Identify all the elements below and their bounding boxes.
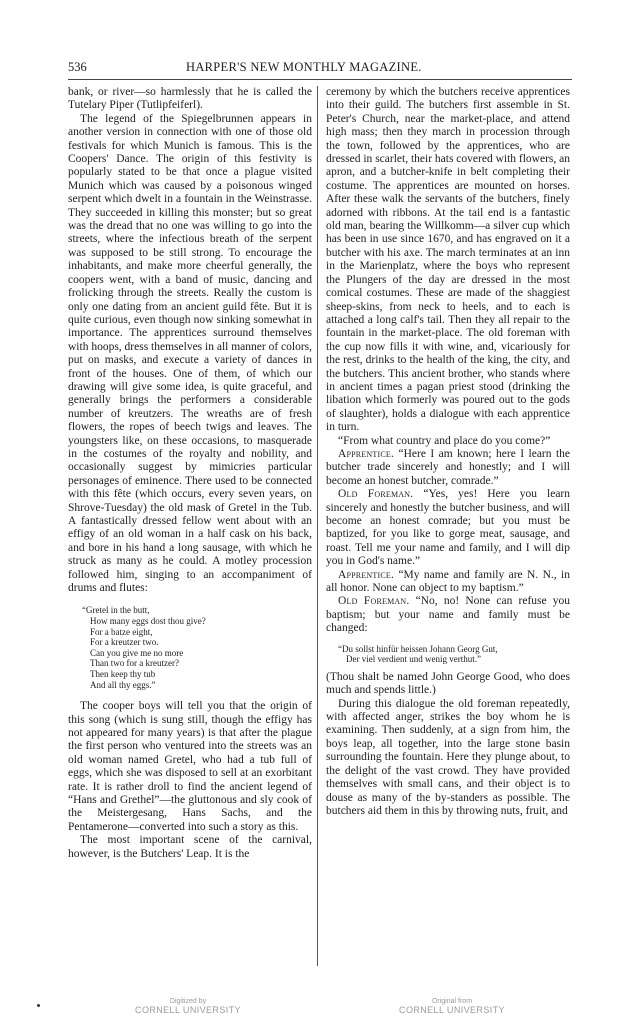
dialogue-text: “No, no! None can refuse you baptism; but your name and family must be changed: (326, 595, 571, 635)
verse-line: Then keep thy tub (90, 669, 156, 679)
verse-line: How many eggs dost thou give? (90, 616, 206, 627)
footer-small-text: Digitized by (169, 998, 207, 1005)
paragraph: ceremony by which the butchers receive apprentices into their guild. The butchers first assemble in St. Peter's Church, near the market-place, and attend high mass; then they march in procession through the town, followed by the apprentices, who are dressed in scarlet, their hats covered with flowers, an apron, and a butcher-knife in belt completing their costume. The apprentices are mounted on horses. After these walk the servants of the butchers, finely adorned with ribbons. At the tail end is a fantastic old man, bearing the Willkomm—a silver cup which has been in use since 1670, and has engraved on it a butcher with his axe. The march terminates at an inn in the Marienplatz, where the boys who represent the Plungers of the day are dressed in the most comical costumes. These are made of the shaggiest sheep-skins, from neck to heels, and to each is attached a long calf's tail. Then they all repair to the fountain in the market-place. The old foreman with the cup now fills it with wine, and, vicariously for the rest, drinks to the health of the king, the city, and the butchers. This ancient brother, who stands where in ancient times a pagan priest stood (drinking the libation which formerly was poured out to the gods of slaughter), holds a dialogue with each apprentice in turn. (326, 86, 570, 434)
dialogue-line (326, 448, 570, 488)
right-column (326, 86, 570, 818)
dialogue-text: “My name and family are N. N., in all honor. None can object to my baptism.” (326, 568, 570, 595)
paragraph: bank, or river—so harmlessly that he is called the Tutelary Piper (Tutlipfeiferl). (68, 86, 312, 112)
speaker-label: Apprentice. (338, 447, 395, 460)
paragraph: The legend of the Spiegelbrunnen appears in another version in connection with one of those old festivals for which Munich is famous. This is the Coopers' Dance. The origin of this festivity is popularly stated to be that once a plague visited Munich which was caused by a poisonous winged serpent which dwelt in a fountain in the Weinstrasse. They succeeded in killing this monster; but so great was the dread that no one was willing to go into the streets, where the infectious breath of the serpent was supposed to be still strong. To encourage the inhabitants, and make more cheerful generally, the coopers went, with a band of music, dancing and frolicking through the streets. Really the custom is only one dating from an ancient guild fête. But it is quite curious, even though now sinking somewhat in importance. The apprentices surround themselves with hoops, dress themselves in all manner of colors, put on masks, and execute a variety of dances in front of the houses. One of them, of which our drawing will give some idea, is quite graceful, and generally brings the performers a considerable number of kreutzers. The wreaths are of fresh flowers, the ropes of beech twigs and leaves. The youngsters like, on these occasions, to masquerade in the costumes of the royalty and nobility, and occasionally suggest by mimicries particular personages of eminence. There used to be connected with this fête (which occurs, every seven years, on Shrove-Tuesday) the old mask of Gretel in the Tub. A fantastically dressed fellow went about with an effigy of an old woman in a half cask on his back, and bore in his hand a long sausage, with which he struck as many as he could. A motley procession followed him, singing to an accompaniment of drums and flutes: (68, 112, 313, 595)
speaker-label: Old Foreman. (338, 595, 410, 608)
header-rule (68, 79, 572, 80)
column-divider (317, 86, 318, 966)
verse-block (82, 605, 312, 690)
quote-line: Der viel verdient und wenig verthut.” (346, 654, 481, 665)
verse-line: Can you give me no more (90, 647, 184, 658)
paragraph: (Thou shalt be named John George Good, who does much and spends little.) (326, 670, 570, 697)
left-column (68, 86, 312, 861)
dialogue-text: “Yes, yes! Here you learn sincerely and honestly the butcher business, and will become an honest comrade; but you must be baptized, for you like to gorge meat, sausage, and roast. Tell me your name and family, and I will dip you in God's name.” (326, 488, 571, 568)
verse-line: Than two for a kreutzer? (90, 658, 179, 669)
footer-digitized (128, 998, 248, 1015)
verse-line: For a kreutzer two. (90, 637, 159, 648)
scan-speck (37, 1004, 40, 1007)
footer-main-text: CORNELL UNIVERSITY (399, 1005, 505, 1015)
dialogue-line (326, 595, 570, 635)
verse-line: For a batze eight, (90, 626, 153, 637)
dialogue-line (326, 569, 570, 596)
paragraph: The most important scene of the carnival, however, is the Butchers' Leap. It is the (68, 834, 312, 860)
footer-small-text: Original from (431, 998, 473, 1005)
speaker-label: Apprentice. (338, 568, 395, 581)
paragraph: “From what country and place do you come?” (338, 434, 551, 447)
running-head: HARPER'S NEW MONTHLY MAGAZINE. (186, 60, 422, 74)
dialogue-line (326, 488, 570, 568)
quote-line: “Du sollst hinfür heissen Johann Georg Gut, (338, 643, 498, 654)
paragraph: During this dialogue the old foreman repeatedly, with affected anger, strikes the boy whom he is examining. Then suddenly, at a sign from him, the boys leap, all together, into the large stone basin surrounding the fountain. Here they plunge about, to the delight of the vast crowd. They have provided themselves with small cans, and their object is to douse as many of the by-standers as possible. The butchers aid them in this by throwing nuts, fruit, and (326, 697, 570, 817)
paragraph: The cooper boys will tell you that the origin of this song (which is sung still, though the effigy has not appeared for many years) is that after the plague the first person who ventured into the streets was an old woman named Gretel, who had a tub full of eggs, which she was disposed to sell at an exorbitant rate. It is rather droll to find the ancient legend of “Hans and Grethel”—the gluttonous and sly cook of the Meistergesang, Hans Sachs, and the Pentamerone—converted into such a story as this. (68, 700, 312, 833)
footer-original (392, 998, 512, 1015)
verse-line: “Gretel in the butt, (82, 605, 150, 616)
speaker-label: Old Foreman. (338, 488, 414, 501)
page-number: 536 (68, 60, 87, 74)
german-quote (338, 644, 570, 665)
footer-main-text: CORNELL UNIVERSITY (135, 1005, 241, 1015)
verse-line: And all thy eggs.” (90, 679, 156, 690)
dialogue-text: “Here I am known; here I learn the butcher trade sincerely and honestly; and I will become an honest butcher, comrade.” (326, 447, 570, 487)
